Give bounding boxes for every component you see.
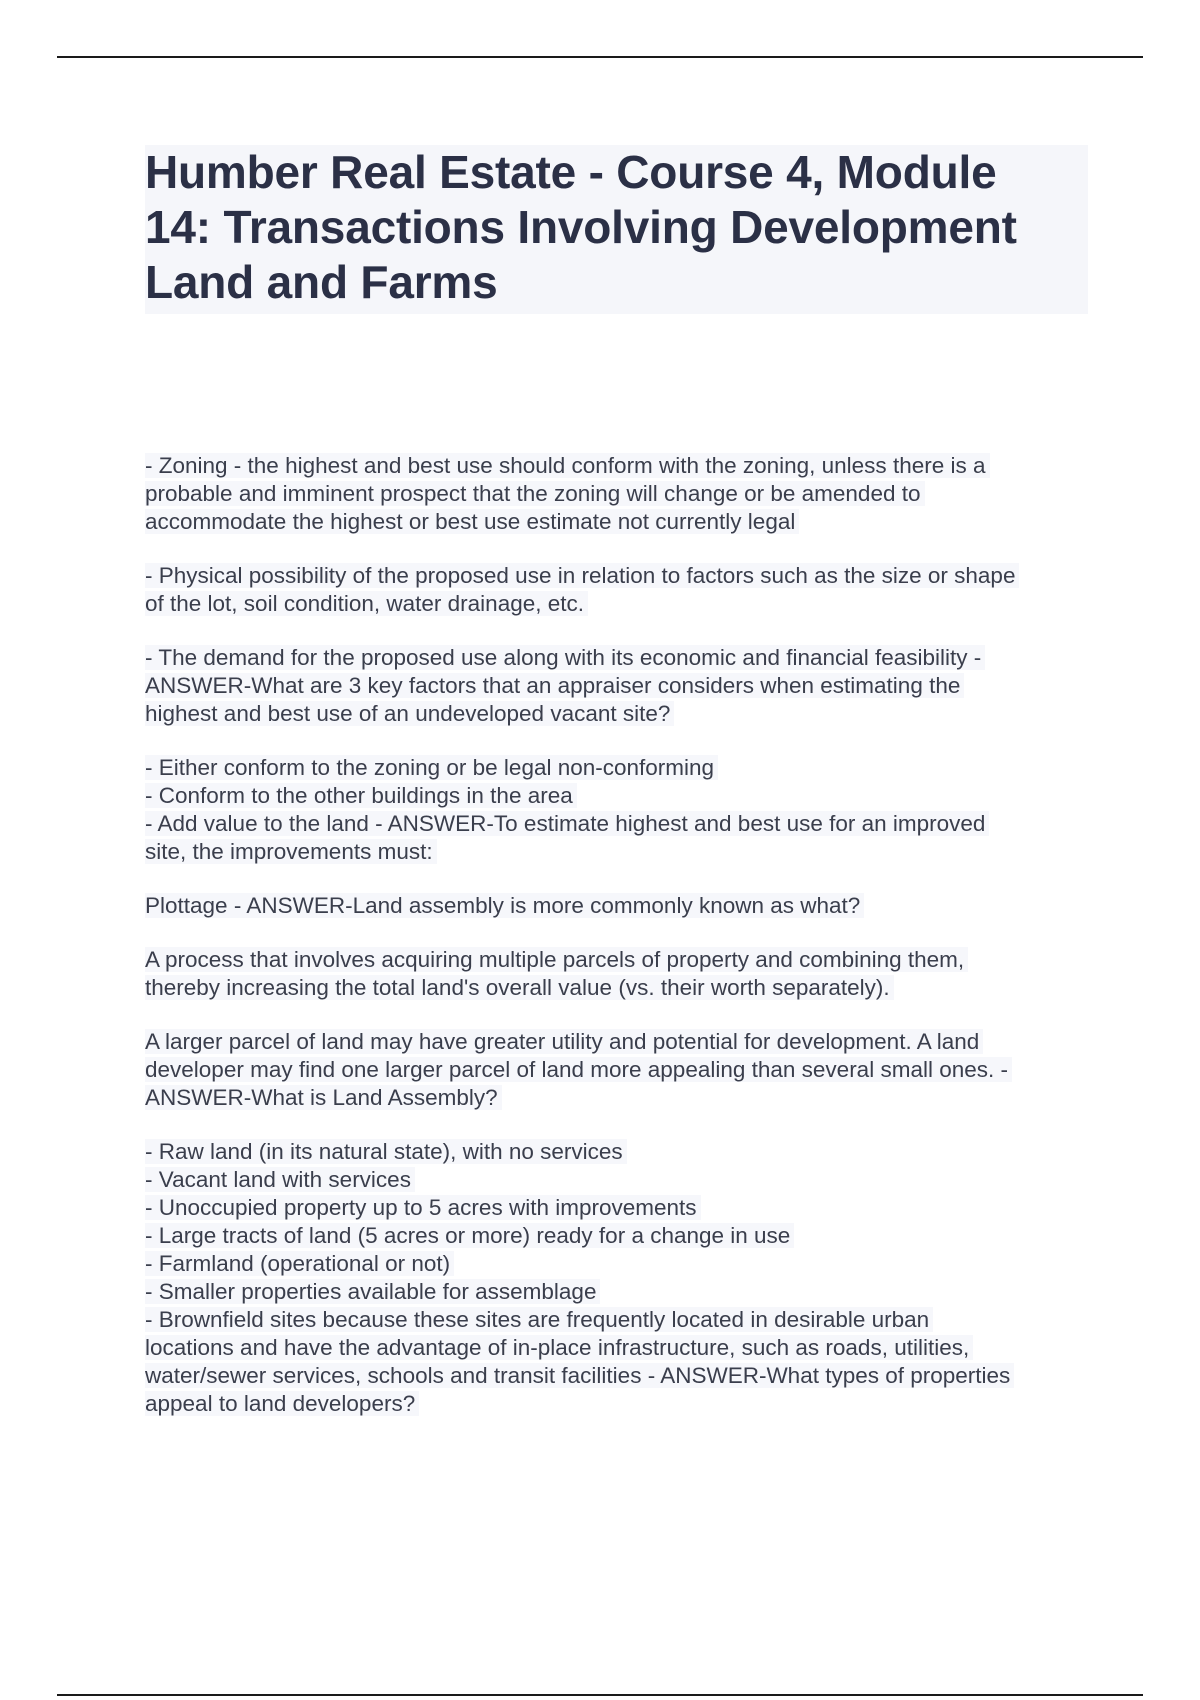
text-block [145, 892, 1095, 920]
title-line: Humber Real Estate - Course 4, Module [145, 146, 997, 198]
text-block [145, 946, 1095, 1002]
text-line: highest and best use of an undeveloped vacant site? [145, 701, 674, 726]
text-block [145, 452, 1095, 536]
text-line: water/sewer services, schools and transit facilities - ANSWER-What types of properties [145, 1363, 1014, 1388]
text-line: - Vacant land with services [145, 1167, 415, 1192]
text-line: - Zoning - the highest and best use should conform with the zoning, unless there is a [145, 453, 990, 478]
text-line: - Physical possibility of the proposed use in relation to factors such as the size or shape [145, 563, 1019, 588]
text-line: - The demand for the proposed use along with its economic and financial feasibility - [145, 645, 985, 670]
text-line: thereby increasing the total land's overall value (vs. their worth separately). [145, 975, 894, 1000]
text-line: locations and have the advantage of in-place infrastructure, such as roads, utilities, [145, 1335, 973, 1360]
bottom-rule [57, 1694, 1143, 1696]
title-line: 14: Transactions Involving Development [145, 201, 1017, 253]
text-line: probable and imminent prospect that the zoning will change or be amended to [145, 481, 925, 506]
text-block [145, 1028, 1095, 1112]
text-block [145, 562, 1095, 618]
text-line: A larger parcel of land may have greater utility and potential for development. A land [145, 1029, 983, 1054]
text-line: - Raw land (in its natural state), with no services [145, 1139, 627, 1164]
title-line: Land and Farms [145, 256, 498, 308]
text-line: - Conform to the other buildings in the area [145, 783, 577, 808]
text-line: of the lot, soil condition, water drainage, etc. [145, 591, 588, 616]
text-line: - Add value to the land - ANSWER-To estimate highest and best use for an improved [145, 811, 989, 836]
text-line: ANSWER-What are 3 key factors that an appraiser considers when estimating the [145, 673, 964, 698]
text-line: Plottage - ANSWER-Land assembly is more commonly known as what? [145, 893, 864, 918]
text-line: - Either conform to the zoning or be legal non-conforming [145, 755, 718, 780]
text-block [145, 644, 1095, 728]
text-line: developer may find one larger parcel of land more appealing than several small ones. - [145, 1057, 1012, 1082]
text-line: - Smaller properties available for assemblage [145, 1279, 600, 1304]
text-line: - Large tracts of land (5 acres or more) ready for a change in use [145, 1223, 794, 1248]
text-block [145, 754, 1095, 866]
document-body [145, 452, 1095, 1444]
text-line: A process that involves acquiring multiple parcels of property and combining them, [145, 947, 968, 972]
text-line: ANSWER-What is Land Assembly? [145, 1085, 502, 1110]
text-line: - Brownfield sites because these sites are frequently located in desirable urban [145, 1307, 933, 1332]
title-box [145, 145, 1088, 314]
top-rule [57, 56, 1143, 58]
text-line: site, the improvements must: [145, 839, 437, 864]
text-line: accommodate the highest or best use estimate not currently legal [145, 509, 799, 534]
text-block [145, 1138, 1095, 1418]
text-line: appeal to land developers? [145, 1391, 419, 1416]
text-line: - Farmland (operational or not) [145, 1251, 454, 1276]
text-line: - Unoccupied property up to 5 acres with improvements [145, 1195, 701, 1220]
page-title [145, 145, 1082, 310]
